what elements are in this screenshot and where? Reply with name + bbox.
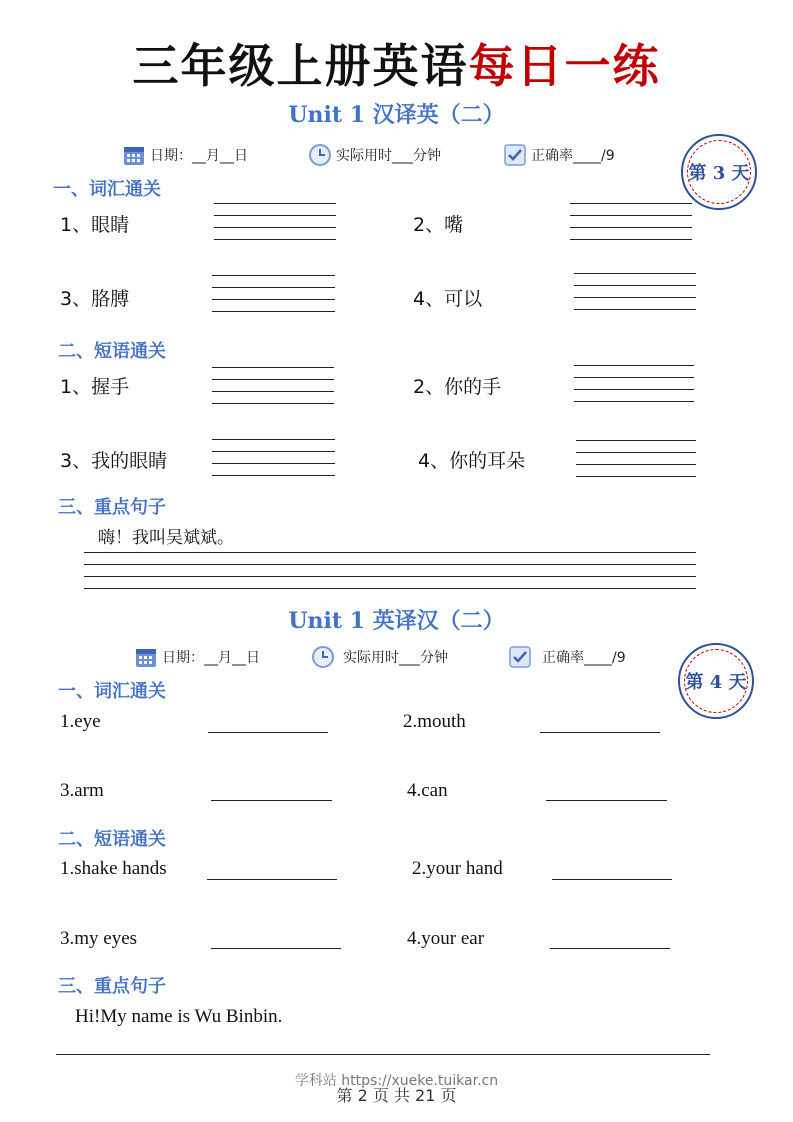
unit-title-day4: Unit 1 英译汉（二） — [288, 608, 505, 634]
question-label: 4、你的耳朵 — [418, 450, 526, 472]
answer-lines[interactable] — [570, 203, 692, 243]
answer-lines[interactable] — [574, 365, 694, 405]
day-stamp: 第 4 天 — [678, 643, 754, 719]
sentence-answer-blank[interactable] — [56, 1054, 710, 1055]
checkbox-icon — [508, 645, 532, 669]
date-label: 日期：__月__日 — [150, 148, 248, 164]
answer-lines[interactable] — [214, 203, 336, 243]
clock-icon — [311, 645, 335, 669]
section-heading: 二、短语通关 — [58, 341, 166, 362]
section-heading: 一、词汇通关 — [58, 681, 166, 702]
checkbox-icon — [503, 143, 527, 167]
question-label: 4、可以 — [413, 288, 483, 310]
time-label: 实际用时___分钟 — [336, 148, 441, 164]
answer-blank[interactable] — [208, 732, 328, 733]
page-title — [0, 30, 793, 96]
date-field — [134, 645, 260, 669]
section-heading: 一、词汇通关 — [53, 179, 161, 200]
date-label: 日期：__月__日 — [162, 650, 260, 666]
answer-blank[interactable] — [540, 732, 660, 733]
question-label: 1.eye — [60, 711, 101, 732]
question-label: 3、胳膊 — [60, 288, 130, 310]
accuracy-field — [503, 143, 615, 167]
time-field — [311, 645, 448, 669]
time-label: 实际用时___分钟 — [343, 650, 448, 666]
answer-lines[interactable] — [212, 439, 335, 479]
question-label: 2.mouth — [403, 711, 466, 732]
date-field — [122, 143, 248, 167]
accuracy-field — [508, 645, 626, 669]
section-heading: 三、重点句子 — [58, 976, 166, 997]
answer-blank[interactable] — [550, 948, 670, 949]
answer-lines[interactable] — [576, 440, 696, 480]
answer-blank[interactable] — [552, 879, 672, 880]
question-label: 1.shake hands — [60, 858, 167, 879]
calendar-icon — [134, 645, 158, 669]
unit-title-day3: Unit 1 汉译英（二） — [288, 102, 505, 128]
calendar-icon — [122, 143, 146, 167]
question-label: 3.my eyes — [60, 928, 138, 949]
answer-lines[interactable] — [574, 273, 696, 313]
question-label: 4.can — [407, 780, 448, 801]
clock-icon — [308, 143, 332, 167]
title-main: 三年级上册英语 — [132, 39, 469, 93]
question-label: 3.arm — [60, 780, 104, 801]
key-sentence: 嗨！我叫吴斌斌。 — [98, 528, 234, 548]
time-field — [308, 143, 441, 167]
answer-blank[interactable] — [546, 800, 667, 801]
question-label: 2、你的手 — [413, 376, 502, 398]
question-label: 2.your hand — [412, 858, 503, 879]
accuracy-label: 正确率____/9 — [542, 650, 626, 666]
sentence-answer-lines[interactable] — [84, 552, 696, 592]
section-heading: 二、短语通关 — [58, 829, 166, 850]
question-label: 1、握手 — [60, 376, 130, 398]
answer-blank[interactable] — [211, 800, 332, 801]
page-number: 第 2 页 共 21 页 — [336, 1086, 457, 1105]
question-label: 4.your ear — [407, 928, 485, 949]
answer-lines[interactable] — [212, 275, 335, 315]
answer-blank[interactable] — [207, 879, 337, 880]
section-heading: 三、重点句子 — [58, 497, 166, 518]
accuracy-label: 正确率____/9 — [531, 148, 615, 164]
answer-lines[interactable] — [212, 367, 334, 407]
watermark: 学科站 https://xueke.tuikar.cn — [294, 1073, 499, 1089]
title-highlight: 每日一练 — [468, 39, 661, 93]
question-label: 3、我的眼睛 — [60, 450, 168, 472]
key-sentence: Hi!My name is Wu Binbin. — [75, 1006, 283, 1027]
question-label: 2、嘴 — [413, 214, 464, 236]
day-stamp: 第 3 天 — [681, 134, 757, 210]
answer-blank[interactable] — [211, 948, 341, 949]
question-label: 1、眼睛 — [60, 214, 130, 236]
